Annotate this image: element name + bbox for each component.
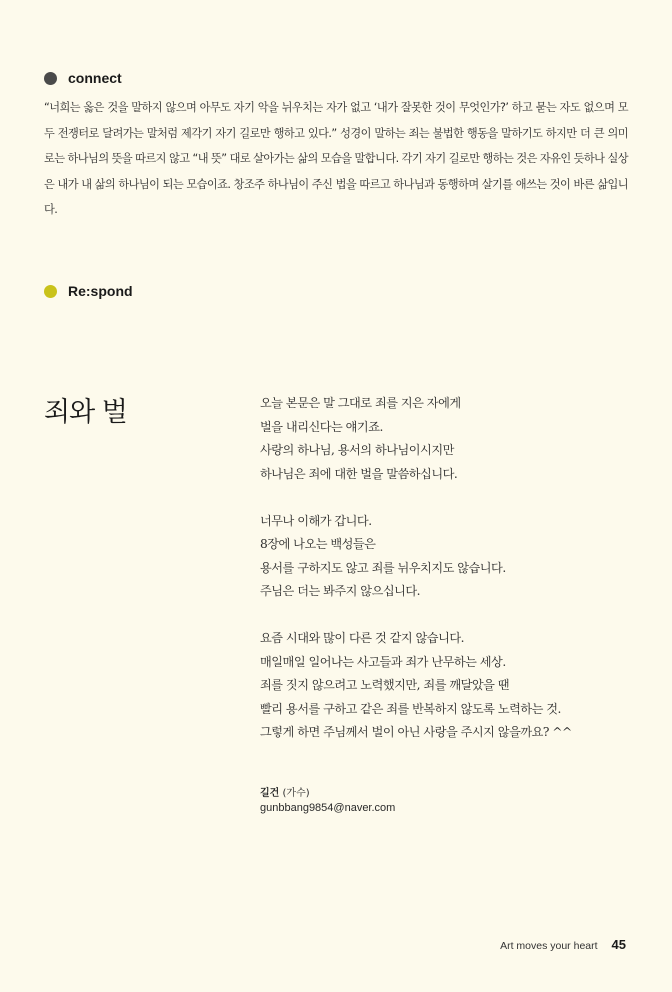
poem-line: 요즘 시대와 많이 다른 것 같지 않습니다. — [260, 631, 464, 645]
poem-line: 빨리 용서를 구하고 같은 죄를 반복하지 않도록 노력하는 것. — [260, 701, 561, 716]
page-footer — [500, 937, 626, 952]
author-role: (가수) — [282, 788, 310, 799]
poem-line: 매일매일 일어나는 사고들과 죄가 난무하는 세상. — [260, 654, 506, 669]
poem-line: 오늘 본문은 말 그대로 죄를 지은 자에게 — [260, 396, 461, 410]
author-block — [260, 786, 395, 816]
connect-section-header — [44, 70, 122, 86]
author-name: 길건 — [260, 788, 280, 799]
poem-line: 용서를 구하지도 않고 죄를 뉘우치지도 않습니다. — [260, 560, 506, 575]
author-email: gunbbang9854@naver.com — [260, 802, 396, 814]
poem-line: 8장에 나오는 백성들은 — [260, 537, 376, 551]
poem-line: 죄를 짓지 않으려고 노력했지만, 죄를 깨달았을 땐 — [260, 678, 510, 692]
poem-title: 죄와 벌 — [44, 397, 127, 428]
poem-stanza — [260, 392, 640, 486]
respond-bullet-icon — [44, 285, 57, 298]
poem-line: 벌을 내리신다는 얘기죠. — [260, 419, 383, 434]
poem-line: 주님은 더는 봐주지 않으십니다. — [260, 584, 421, 598]
author-name-line — [260, 786, 395, 801]
respond-section-header — [44, 283, 133, 299]
connect-body-text: “너희는 옳은 것을 말하지 않으며 아무도 자기 악을 뉘우치는 자가 없고 ‘내가 잘못한 것이 무엇인가?’ 하고 묻는 자도 없으며 모두 전쟁터로 달려가는 말처럼 제각기 자기 길로만 행하고 있다.” 성경이 말하는 죄는 불법한 행동을 말하기도 하지만 더 큰 의미로는 하나님의 뜻을 따르지 않고 “내 뜻” 대로 살아가는 삶의 모습을 말합니다. 각기 자기 길로만 행하는 것은 자유인 듯하나 실상은 내가 내 삶의 하나님이 되는 모습이죠. 창조주 하나님이 주신 법을 따르고 하나님과 동행하며 살기를 애쓰는 것이 바른 삶입니다. — [44, 101, 628, 216]
poem-stanza — [260, 627, 640, 745]
poem-body — [260, 392, 640, 768]
poem-line: 하나님은 죄에 대한 벌을 말씀하십니다. — [260, 466, 458, 481]
footer-slogan: Art moves your heart — [500, 940, 598, 952]
poem-stanza — [260, 510, 640, 604]
connect-label: connect — [68, 70, 122, 86]
page-number: 45 — [611, 937, 626, 952]
respond-label: Re:spond — [68, 283, 133, 299]
connect-bullet-icon — [44, 72, 57, 85]
poem-line: 사랑의 하나님, 용서의 하나님이시지만 — [260, 443, 454, 457]
poem-line: 너무나 이해가 갑니다. — [260, 513, 372, 528]
poem-line: 그렇게 하면 주님께서 벌이 아닌 사랑을 주시지 않을까요? ^^ — [260, 725, 572, 739]
